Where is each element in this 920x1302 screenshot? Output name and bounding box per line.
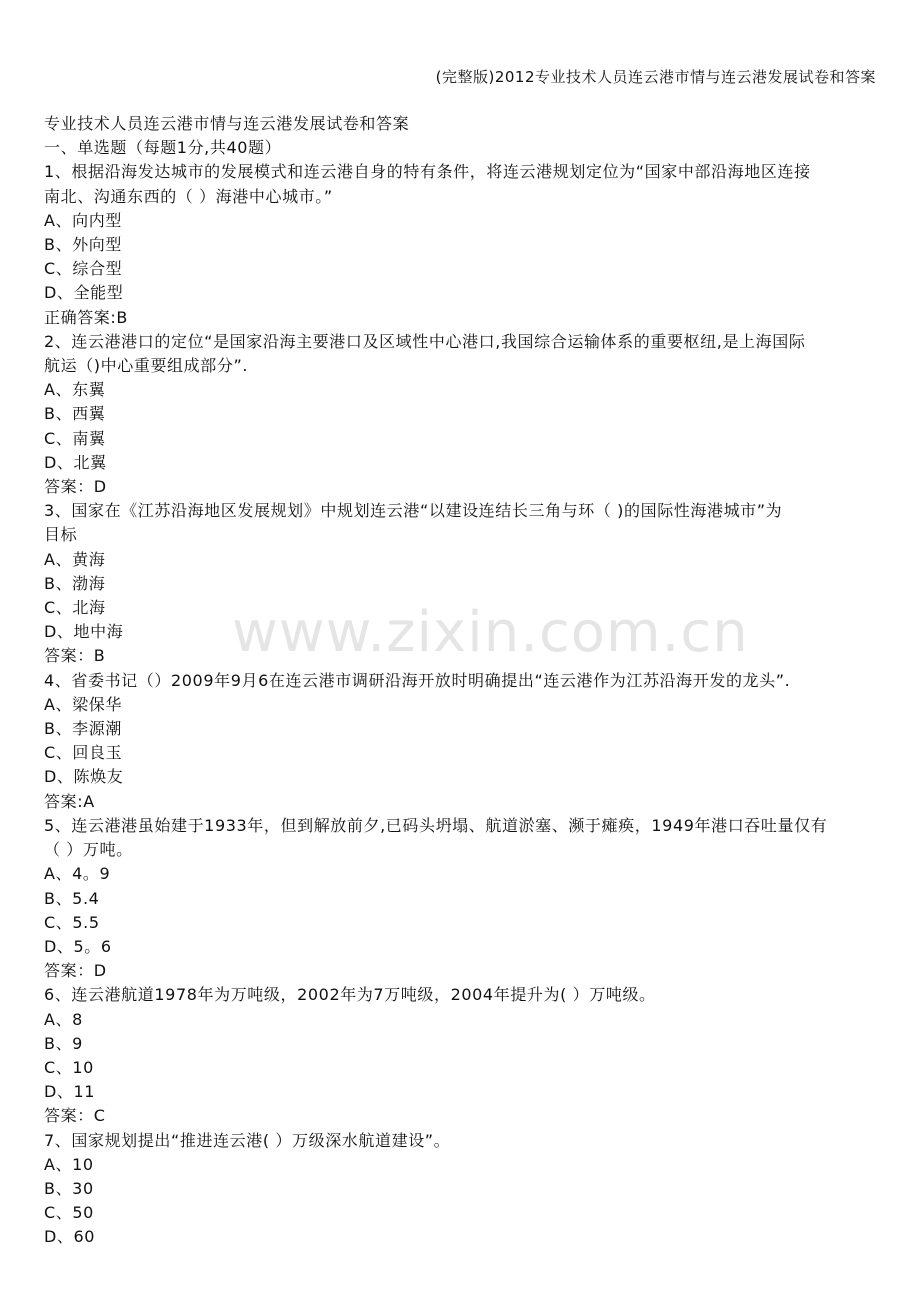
- question-stem: 3、国家在《江苏沿海地区发展规划》中规划连云港“以建设连结长三角与环（ )的国际性海港城市”为: [44, 501, 783, 521]
- question-3: [44, 499, 878, 668]
- option-b: B、30: [44, 1178, 94, 1198]
- document-body: [44, 112, 878, 1250]
- option-b: B、西翼: [44, 404, 106, 424]
- page-header: (完整版)2012专业技术人员连云港市情与连云港发展试卷和答案: [435, 68, 876, 86]
- option-b: B、外向型: [44, 235, 122, 255]
- option-c: C、北海: [44, 598, 106, 618]
- option-d: D、北翼: [44, 452, 107, 472]
- question-stem: 5、连云港港虽始建于1933年，但到解放前夕,已码头坍塌、航道淤塞、濒于瘫痪，1949年港口吞吐量仅有: [44, 815, 828, 835]
- answer: 答案：D: [44, 961, 107, 981]
- question-stem: 1、根据沿海发达城市的发展模式和连云港自身的特有条件，将连云港规划定位为“国家中部沿海地区连接: [44, 162, 811, 182]
- question-6: [44, 983, 878, 1128]
- question-stem: 4、省委书记（）2009年9月6在连云港市调研沿海开放时明确提出“连云港作为江苏沿海开发的龙头”.: [44, 670, 791, 690]
- question-1: [44, 160, 878, 329]
- answer: 答案：B: [44, 646, 106, 666]
- section-heading: 一、单选题（每题1分,共40题）: [44, 138, 282, 158]
- question-7: [44, 1129, 878, 1250]
- question-5: [44, 814, 878, 983]
- option-b: B、李源潮: [44, 719, 122, 739]
- question-stem-cont: 南北、沟通东西的（ ）海港中心城市。”: [44, 186, 333, 206]
- question-stem: 7、国家规划提出“推进连云港( ）万级深水航道建设”。: [44, 1130, 451, 1150]
- option-b: B、渤海: [44, 573, 106, 593]
- option-a: A、4。9: [44, 864, 111, 884]
- document-title: 专业技术人员连云港市情与连云港发展试卷和答案: [44, 114, 410, 133]
- answer: 答案：C: [44, 1106, 106, 1126]
- option-c: C、南翼: [44, 428, 106, 448]
- question-stem: 6、连云港航道1978年为万吨级，2002年为7万吨级，2004年提升为( ）万吨级。: [44, 985, 656, 1005]
- option-b: B、9: [44, 1033, 83, 1053]
- answer: 正确答案:B: [44, 307, 128, 327]
- question-stem-cont: 目标: [44, 525, 78, 545]
- option-a: A、8: [44, 1009, 83, 1029]
- option-d: D、11: [44, 1082, 96, 1102]
- question-stem-cont: （ ）万吨。: [44, 840, 133, 860]
- option-b: B、5.4: [44, 888, 100, 908]
- option-c: C、回良玉: [44, 743, 123, 763]
- option-d: D、60: [44, 1227, 96, 1247]
- option-d: D、陈焕友: [44, 767, 124, 787]
- question-stem-cont: 航运（)中心重要组成部分”.: [44, 356, 249, 376]
- answer: 答案：D: [44, 477, 107, 497]
- question-4: [44, 669, 878, 814]
- option-a: A、梁保华: [44, 694, 122, 714]
- option-d: D、地中海: [44, 622, 124, 642]
- question-2: [44, 330, 878, 499]
- option-c: C、综合型: [44, 259, 123, 279]
- option-a: A、东翼: [44, 380, 106, 400]
- option-c: C、10: [44, 1057, 94, 1077]
- watermark: www.zixin.com.cn: [232, 600, 749, 665]
- answer: 答案:A: [44, 791, 95, 811]
- option-a: A、黄海: [44, 549, 106, 569]
- option-c: C、5.5: [44, 912, 100, 932]
- option-d: D、全能型: [44, 283, 124, 303]
- option-d: D、5。6: [44, 936, 112, 956]
- question-stem: 2、连云港港口的定位“是国家沿海主要港口及区域性中心港口,我国综合运输体系的重要枢纽,是上海国际: [44, 331, 806, 351]
- option-a: A、向内型: [44, 210, 122, 230]
- option-c: C、50: [44, 1203, 94, 1223]
- option-a: A、10: [44, 1154, 94, 1174]
